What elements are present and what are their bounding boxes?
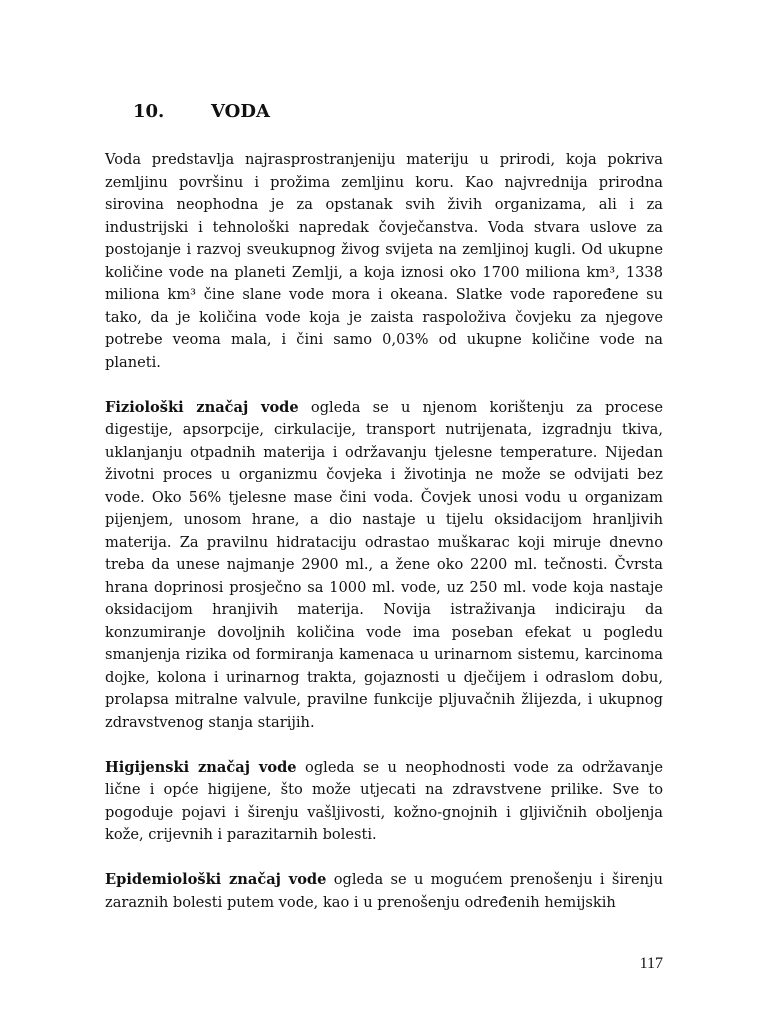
paragraph-hygienic-text: ogleda se u neophodnosti vode za održavanje lične i opće higijene, što može utjecati na zdravstvene prilike. Sve to pogoduje pojavi i širenju vašljivosti, kožno-gnojnih i gljivičnih oboljenja kože, crijevnih i parazitarnih bolesti.: [105, 758, 664, 843]
body-text: [105, 149, 663, 937]
page-number: 117: [639, 955, 663, 972]
paragraph-epidemiological-text: ogleda se u mogućem prenošenju i širenju zaraznih bolesti putem vode, kao i u prenošenju određenih hemijskih: [105, 871, 663, 911]
paragraph-epidemiological: [105, 869, 663, 914]
chapter-number: 10.: [133, 101, 165, 122]
paragraph-hygienic-lead: Higijenski značaj vode: [105, 758, 297, 776]
paragraph-epidemiological-lead: Epidemiološki značaj vode: [105, 871, 327, 888]
chapter-heading: [133, 99, 270, 125]
paragraph-hygienic: [105, 757, 663, 847]
paragraph-intro-text: Voda predstavlja najrasprostranjeniju materiju u prirodi, koja pokriva zemljinu površinu i prožima zemljinu koru. Kao najvrednija prirodna sirovina neophodna je za opstanak svih živih organizama, ali i za industrijski i tehnološki napredak čovječanstva. Voda stvara uslove za postojanje i razvoj sveukupnog živog svijeta na zemljinoj kugli. Od ukupne količine vode na planeti Zemlji, a koja iznosi oko 1700 miliona km³, 1338 miliona km³ čine slane vode mora i okeana. Slatke vode rapoređene su tako, da je količina vode koja je zaista raspoloživa čovjeku za njegove potrebe veoma mala, i čini samo 0,03% od ukupne količine vode na planeti.: [105, 151, 663, 371]
paragraph-intro: [105, 149, 663, 374]
paragraph-physiological-text: ogleda se u njenom korištenju za procese digestije, apsorpcije, cirkulacije, transport nutrijenata, izgradnju tkiva, uklanjanju otpadnih materija i održavanju tjelesne temperature. Nijedan životni proces u organizmu čovjeka i životinja ne može se odvijati bez vode. Oko 56% tjelesne mase čini voda. Čovjek unosi vodu u organizam pijenjem, unosom hrane, a dio nastaje u tijelu oksidacijom hranljivih materija. Za pravilnu hidrataciju odrastao muškarac koji miruje dnevno treba da unese najmanje 2900 ml., a žene oko 2200 ml. tečnosti. Čvrsta hrana doprinosi prosječno sa 1000 ml. vode, uz 250 ml. vode koja nastaje oksidacijom hranjivih materija. Novija istraživanja indiciraju da konzumiranje dovoljnih količina vode ima poseban efekat u pogledu smanjenja rizika od formiranja kamenaca u urinarnom sistemu, karcinoma dojke, kolona i urinarnog trakta, gojaznosti u dječijem i odraslom dobu, prolapsa mitralne valvule, pravilne funkcije pljuvačnih žlijezda, i ukupnog zdravstvenog stanja starijih.: [105, 398, 663, 731]
chapter-title: VODA: [211, 101, 270, 122]
paragraph-physiological: [105, 397, 663, 735]
paragraph-physiological-lead: Fiziološki značaj vode: [105, 398, 299, 416]
